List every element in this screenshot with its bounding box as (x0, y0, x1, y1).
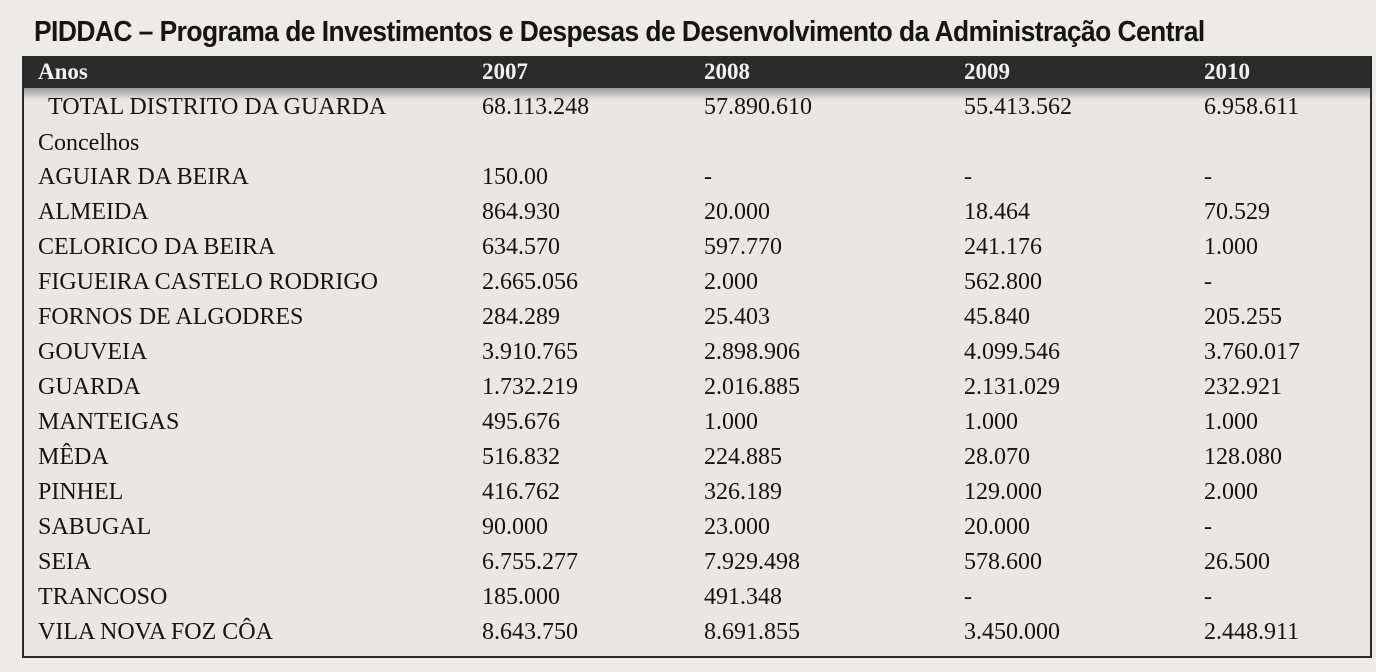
header-2007: 2007 (482, 59, 528, 84)
value-2009: 28.070 (964, 444, 1030, 470)
total-2008: 57.890.610 (704, 94, 812, 120)
municipality-name: PINHEL (38, 479, 124, 505)
value-2008: 1.000 (704, 409, 758, 435)
value-2008: 597.770 (704, 234, 782, 260)
table-row (24, 302, 1370, 332)
value-2007: 495.676 (482, 409, 560, 435)
value-2010: 1.000 (1204, 409, 1258, 435)
value-2008: 20.000 (704, 199, 770, 225)
municipality-name: FORNOS DE ALGODRES (38, 304, 304, 330)
table-row (24, 582, 1370, 612)
total-2009: 55.413.562 (964, 94, 1072, 120)
table-row (24, 197, 1370, 227)
municipality-name: MANTEIGAS (38, 409, 180, 435)
value-2010: 232.921 (1204, 374, 1282, 400)
value-2009: 129.000 (964, 479, 1042, 505)
municipality-name: CELORICO DA BEIRA (38, 234, 276, 260)
value-2007: 90.000 (482, 514, 548, 540)
value-2007: 416.762 (482, 479, 560, 505)
value-2009: 20.000 (964, 514, 1030, 540)
value-2007: 150.00 (482, 164, 548, 190)
value-2010: 2.000 (1204, 479, 1258, 505)
value-2008: 23.000 (704, 514, 770, 540)
total-2010: 6.958.611 (1204, 94, 1300, 120)
header-2008: 2008 (704, 59, 750, 84)
table-row (24, 372, 1370, 402)
table-row (24, 547, 1370, 577)
value-2007: 185.000 (482, 584, 560, 610)
municipality-name: TRANCOSO (38, 584, 168, 610)
value-2008: 2.898.906 (704, 339, 800, 365)
value-2010: 70.529 (1204, 199, 1270, 225)
section-row (24, 128, 1370, 158)
value-2010: 26.500 (1204, 549, 1270, 575)
municipality-name: AGUIAR DA BEIRA (38, 164, 249, 190)
value-2009: - (964, 584, 972, 610)
value-2010: 128.080 (1204, 444, 1282, 470)
value-2007: 864.930 (482, 199, 560, 225)
municipality-name: SEIA (38, 549, 92, 575)
value-2009: 241.176 (964, 234, 1042, 260)
table-row (24, 617, 1370, 647)
value-2009: 1.000 (964, 409, 1018, 435)
value-2007: 2.665.056 (482, 269, 578, 295)
municipality-name: ALMEIDA (38, 199, 149, 225)
header-2010: 2010 (1204, 59, 1250, 84)
section-label: Concelhos (38, 130, 140, 156)
value-2008: - (704, 164, 712, 190)
value-2010: 205.255 (1204, 304, 1282, 330)
total-label: TOTAL DISTRITO DA GUARDA (48, 94, 387, 120)
value-2009: 2.131.029 (964, 374, 1060, 400)
value-2009: 45.840 (964, 304, 1030, 330)
municipality-name: GOUVEIA (38, 339, 148, 365)
value-2010: 1.000 (1204, 234, 1258, 260)
value-2007: 516.832 (482, 444, 560, 470)
value-2010: 3.760.017 (1204, 339, 1300, 365)
value-2007: 284.289 (482, 304, 560, 330)
value-2007: 8.643.750 (482, 619, 578, 645)
value-2009: 562.800 (964, 269, 1042, 295)
value-2007: 6.755.277 (482, 549, 578, 575)
value-2009: 4.099.546 (964, 339, 1060, 365)
value-2010: - (1204, 164, 1212, 190)
value-2007: 1.732.219 (482, 374, 578, 400)
value-2007: 634.570 (482, 234, 560, 260)
value-2010: - (1204, 514, 1212, 540)
header-anos: Anos (38, 59, 88, 84)
value-2009: 3.450.000 (964, 619, 1060, 645)
table-row (24, 162, 1370, 192)
header-2009: 2009 (964, 59, 1010, 84)
municipality-name: GUARDA (38, 374, 141, 400)
value-2009: - (964, 164, 972, 190)
value-2010: - (1204, 269, 1212, 295)
value-2008: 224.885 (704, 444, 782, 470)
header-row (24, 56, 1370, 88)
value-2008: 2.000 (704, 269, 758, 295)
municipality-name: VILA NOVA FOZ CÔA (38, 619, 273, 645)
value-2009: 18.464 (964, 199, 1030, 225)
table-row (24, 232, 1370, 262)
value-2008: 7.929.498 (704, 549, 800, 575)
value-2010: 2.448.911 (1204, 619, 1300, 645)
value-2008: 8.691.855 (704, 619, 800, 645)
value-2009: 578.600 (964, 549, 1042, 575)
value-2010: - (1204, 584, 1212, 610)
total-row (24, 92, 1370, 122)
value-2008: 326.189 (704, 479, 782, 505)
value-2008: 25.403 (704, 304, 770, 330)
table-row (24, 337, 1370, 367)
value-2008: 491.348 (704, 584, 782, 610)
municipality-name: MÊDA (38, 444, 109, 470)
piddac-table (22, 56, 1372, 658)
municipality-name: FIGUEIRA CASTELO RODRIGO (38, 269, 379, 295)
value-2007: 3.910.765 (482, 339, 578, 365)
municipality-name: SABUGAL (38, 514, 152, 540)
table-row (24, 477, 1370, 507)
table-row (24, 442, 1370, 472)
value-2008: 2.016.885 (704, 374, 800, 400)
table-title: PIDDAC – Programa de Investimentos e Despesas de Desenvolvimento da Administração Central (34, 16, 1205, 48)
total-2007: 68.113.248 (482, 94, 590, 120)
table-row (24, 512, 1370, 542)
table-row (24, 407, 1370, 437)
table-row (24, 267, 1370, 297)
